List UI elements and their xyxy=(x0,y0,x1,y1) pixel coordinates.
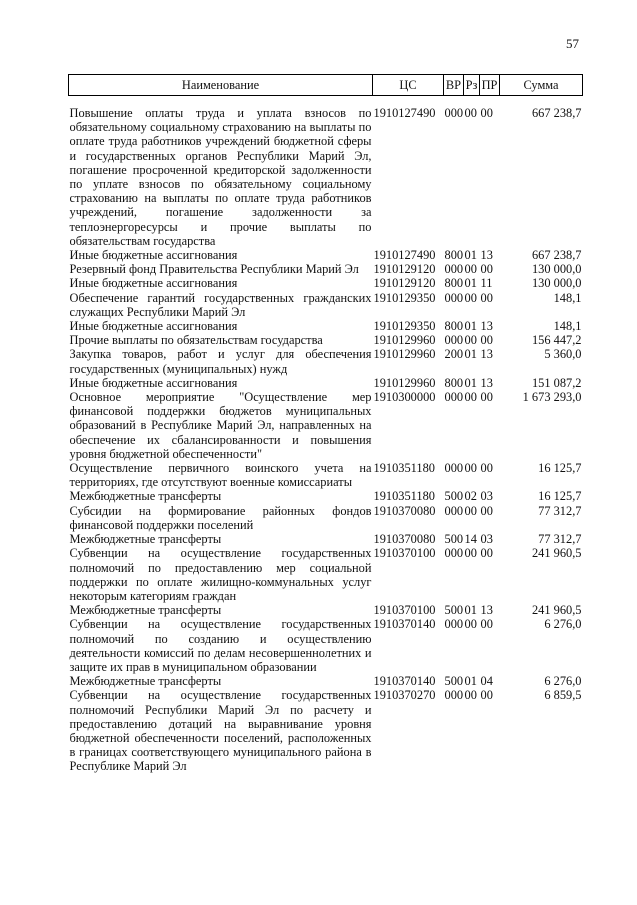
row-rz-cell: 01 xyxy=(464,276,477,291)
header-cs: ЦС xyxy=(373,75,444,96)
row-vr-cell: 500 xyxy=(444,674,464,689)
row-sum-cell: 241 960,5 xyxy=(531,546,582,561)
row-vr-cell: 800 xyxy=(444,375,464,390)
row-sum-cell: 148,1 xyxy=(553,290,582,305)
row-rz-cell: 00 xyxy=(464,688,477,703)
row-cs-cell: 1910129120 xyxy=(373,276,436,291)
row-pr-cell: 00 xyxy=(480,333,493,348)
row-cs-cell: 1910127490 xyxy=(373,106,436,120)
row-cs-cell: 1910370080 xyxy=(373,503,436,518)
row-cs-cell: 1910129960 xyxy=(373,347,436,362)
row-name-cell: Иные бюджетные ассигнования xyxy=(69,319,238,334)
table-row xyxy=(69,376,583,390)
table-row xyxy=(69,504,583,532)
row-name-cell: Межбюджетные трансферты xyxy=(69,532,222,547)
row-pr-cell: 00 xyxy=(480,262,493,277)
row-cs-cell: 1910351180 xyxy=(373,489,435,504)
row-pr-cell: 13 xyxy=(480,319,493,334)
row-vr-cell: 200 xyxy=(444,347,464,362)
table-row xyxy=(69,688,583,773)
row-rz-cell: 01 xyxy=(464,674,477,689)
table-row xyxy=(69,603,583,617)
row-name-cell: Закупка товаров, работ и услуг для обеспечения государственных (муниципальных) нужд xyxy=(69,347,372,376)
row-name-cell: Основное мероприятие "Осуществление мер финансовой поддержки бюджетов муниципальных образований в Республике Марий Эл, направленных на обеспечение их сбалансированности и повышения уровня бюджетной обеспеченности" xyxy=(69,390,372,461)
row-cs-cell: 1910129960 xyxy=(373,333,436,348)
row-vr-cell: 800 xyxy=(444,276,464,291)
row-name-cell: Межбюджетные трансферты xyxy=(69,489,222,504)
table-row xyxy=(69,248,583,262)
row-name-cell: Иные бюджетные ассигнования xyxy=(69,248,238,263)
row-pr-cell: 13 xyxy=(480,603,493,618)
header-pr: ПР xyxy=(480,75,500,96)
row-cs-cell: 1910370140 xyxy=(373,674,436,689)
row-rz-cell: 00 xyxy=(464,546,477,561)
table-row xyxy=(69,262,583,276)
row-vr-cell: 500 xyxy=(444,603,464,618)
row-sum-cell: 148,1 xyxy=(553,319,582,334)
row-pr-cell: 03 xyxy=(480,532,493,547)
row-cs-cell: 1910370080 xyxy=(373,532,436,547)
row-name-cell: Иные бюджетные ассигнования xyxy=(69,375,238,390)
row-pr-cell: 00 xyxy=(480,617,493,632)
row-pr-cell: 03 xyxy=(480,489,493,504)
row-rz-cell: 00 xyxy=(464,390,477,405)
table-row xyxy=(69,96,583,249)
row-rz-cell: 01 xyxy=(464,347,477,362)
row-sum-cell: 667 238,7 xyxy=(531,106,582,120)
row-name-cell: Субвенции на осуществление государственных полномочий Республики Марий Эл по расчету и предоставлению дотаций на выравнивание уровня бюджетной обеспеченности поселений, расположенных в границах соответствующего муниципального района в Республике Марий Эл xyxy=(69,688,372,774)
table-row xyxy=(69,489,583,503)
row-pr-cell: 13 xyxy=(480,347,493,362)
row-rz-cell: 00 xyxy=(464,262,477,277)
row-rz-cell: 00 xyxy=(464,461,477,476)
table-header-row xyxy=(69,75,583,96)
row-rz-cell: 01 xyxy=(464,248,477,263)
row-rz-cell: 00 xyxy=(464,106,477,120)
row-pr-cell: 13 xyxy=(480,375,493,390)
row-sum-cell: 16 125,7 xyxy=(538,489,582,504)
row-rz-cell: 00 xyxy=(464,503,477,518)
table-row xyxy=(69,390,583,461)
table-row xyxy=(69,532,583,546)
row-sum-cell: 156 447,2 xyxy=(531,333,582,348)
row-vr-cell: 000 xyxy=(444,617,464,632)
header-rz: Рз xyxy=(464,75,480,96)
row-vr-cell: 000 xyxy=(444,390,464,405)
row-cs-cell: 1910129120 xyxy=(373,262,436,277)
row-pr-cell: 00 xyxy=(480,290,493,305)
row-vr-cell: 800 xyxy=(444,248,464,263)
row-name-cell: Прочие выплаты по обязательствам государства xyxy=(69,333,323,348)
row-name-cell: Субвенции на осуществление государственных полномочий по предоставлению мер социальной поддержки по оплате жилищно-коммунальных услуг некоторым категориям граждан xyxy=(69,546,372,603)
page-number: 57 xyxy=(566,36,579,51)
row-vr-cell: 000 xyxy=(444,333,464,348)
row-rz-cell: 01 xyxy=(464,375,477,390)
table-row xyxy=(69,347,583,375)
row-pr-cell: 00 xyxy=(480,503,493,518)
row-pr-cell: 00 xyxy=(480,390,493,405)
row-name-cell: Межбюджетные трансферты xyxy=(69,674,222,689)
row-rz-cell: 00 xyxy=(464,290,477,305)
row-pr-cell: 13 xyxy=(480,248,493,263)
row-vr-cell: 500 xyxy=(444,532,464,547)
header-name: Наименование xyxy=(69,75,373,96)
table-row xyxy=(69,319,583,333)
row-pr-cell: 04 xyxy=(480,674,493,689)
row-name-cell: Субвенции на осуществление государственных полномочий по созданию и осуществлению деятельности комиссий по делам несовершеннолетних и защите их прав в муниципальном образовании xyxy=(69,617,372,674)
row-name-cell: Межбюджетные трансферты xyxy=(69,603,222,618)
table-row xyxy=(69,674,583,688)
row-sum-cell: 6 276,0 xyxy=(544,617,582,632)
table-row xyxy=(69,291,583,319)
table-row xyxy=(69,276,583,290)
header-sum: Сумма xyxy=(500,75,583,96)
row-sum-cell: 6 859,5 xyxy=(544,688,582,703)
row-rz-cell: 02 xyxy=(464,489,477,504)
row-cs-cell: 1910370270 xyxy=(373,688,436,703)
row-vr-cell: 500 xyxy=(444,489,464,504)
header-vr: ВР xyxy=(444,75,464,96)
row-vr-cell: 000 xyxy=(444,503,464,518)
row-cs-cell: 1910351180 xyxy=(373,461,435,476)
row-name-cell: Субсидии на формирование районных фондов финансовой поддержки поселений xyxy=(69,503,372,532)
row-sum-cell: 130 000,0 xyxy=(531,262,582,277)
row-rz-cell: 01 xyxy=(464,319,477,334)
row-sum-cell: 6 276,0 xyxy=(544,674,582,689)
row-vr-cell: 000 xyxy=(444,461,464,476)
row-vr-cell: 000 xyxy=(444,262,464,277)
row-sum-cell: 130 000,0 xyxy=(531,276,582,291)
row-pr-cell: 00 xyxy=(480,461,493,476)
row-pr-cell: 00 xyxy=(480,546,493,561)
row-name-cell: Резервный фонд Правительства Республики Марий Эл xyxy=(69,262,359,277)
row-name-cell: Иные бюджетные ассигнования xyxy=(69,276,238,291)
row-cs-cell: 1910370100 xyxy=(373,546,436,561)
row-sum-cell: 77 312,7 xyxy=(538,503,582,518)
row-cs-cell: 1910370140 xyxy=(373,617,436,632)
row-rz-cell: 14 xyxy=(464,532,477,547)
row-vr-cell: 800 xyxy=(444,319,464,334)
row-rz-cell: 00 xyxy=(464,333,477,348)
row-name-cell: Повышение оплаты труда и уплата взносов по обязательному социальному страхованию на выплаты по оплате труда работников учреждений бюджетной сферы и государственных органов Республики Марий Эл, погашение просроченной кредиторской задолженности по уплате взносов по обязательному социальному страхованию на выплаты по оплате труда работников учреждений, погашение задолженности за теплоэнергоресурсы и прочие выплаты по обязательствам государства xyxy=(69,106,372,248)
row-sum-cell: 241 960,5 xyxy=(531,603,582,618)
row-pr-cell: 11 xyxy=(480,276,493,291)
row-vr-cell: 000 xyxy=(444,290,464,305)
row-cs-cell: 1910129350 xyxy=(373,290,436,305)
table-row xyxy=(69,546,583,603)
row-cs-cell: 1910127490 xyxy=(373,248,436,263)
row-rz-cell: 01 xyxy=(464,603,477,618)
row-sum-cell: 1 673 293,0 xyxy=(522,390,582,405)
row-vr-cell: 000 xyxy=(444,688,464,703)
row-rz-cell: 00 xyxy=(464,617,477,632)
row-sum-cell: 5 360,0 xyxy=(544,347,582,362)
table-row xyxy=(69,461,583,489)
table-row xyxy=(69,333,583,347)
table-row xyxy=(69,617,583,674)
row-vr-cell: 000 xyxy=(444,546,464,561)
row-cs-cell: 1910300000 xyxy=(373,390,436,405)
row-vr-cell: 000 xyxy=(444,106,464,120)
row-cs-cell: 1910370100 xyxy=(373,603,436,618)
row-sum-cell: 667 238,7 xyxy=(531,248,582,263)
row-name-cell: Обеспечение гарантий государственных гражданских служащих Республики Марий Эл xyxy=(69,290,372,319)
row-sum-cell: 16 125,7 xyxy=(538,461,582,476)
row-sum-cell: 77 312,7 xyxy=(538,532,582,547)
row-pr-cell: 00 xyxy=(480,688,493,703)
row-sum-cell: 151 087,2 xyxy=(531,375,582,390)
row-cs-cell: 1910129350 xyxy=(373,319,436,334)
budget-table xyxy=(68,74,583,774)
row-name-cell: Осуществление первичного воинского учета на территориях, где отсутствуют военные комиссариаты xyxy=(69,461,372,490)
row-pr-cell: 00 xyxy=(480,106,493,120)
row-cs-cell: 1910129960 xyxy=(373,375,436,390)
